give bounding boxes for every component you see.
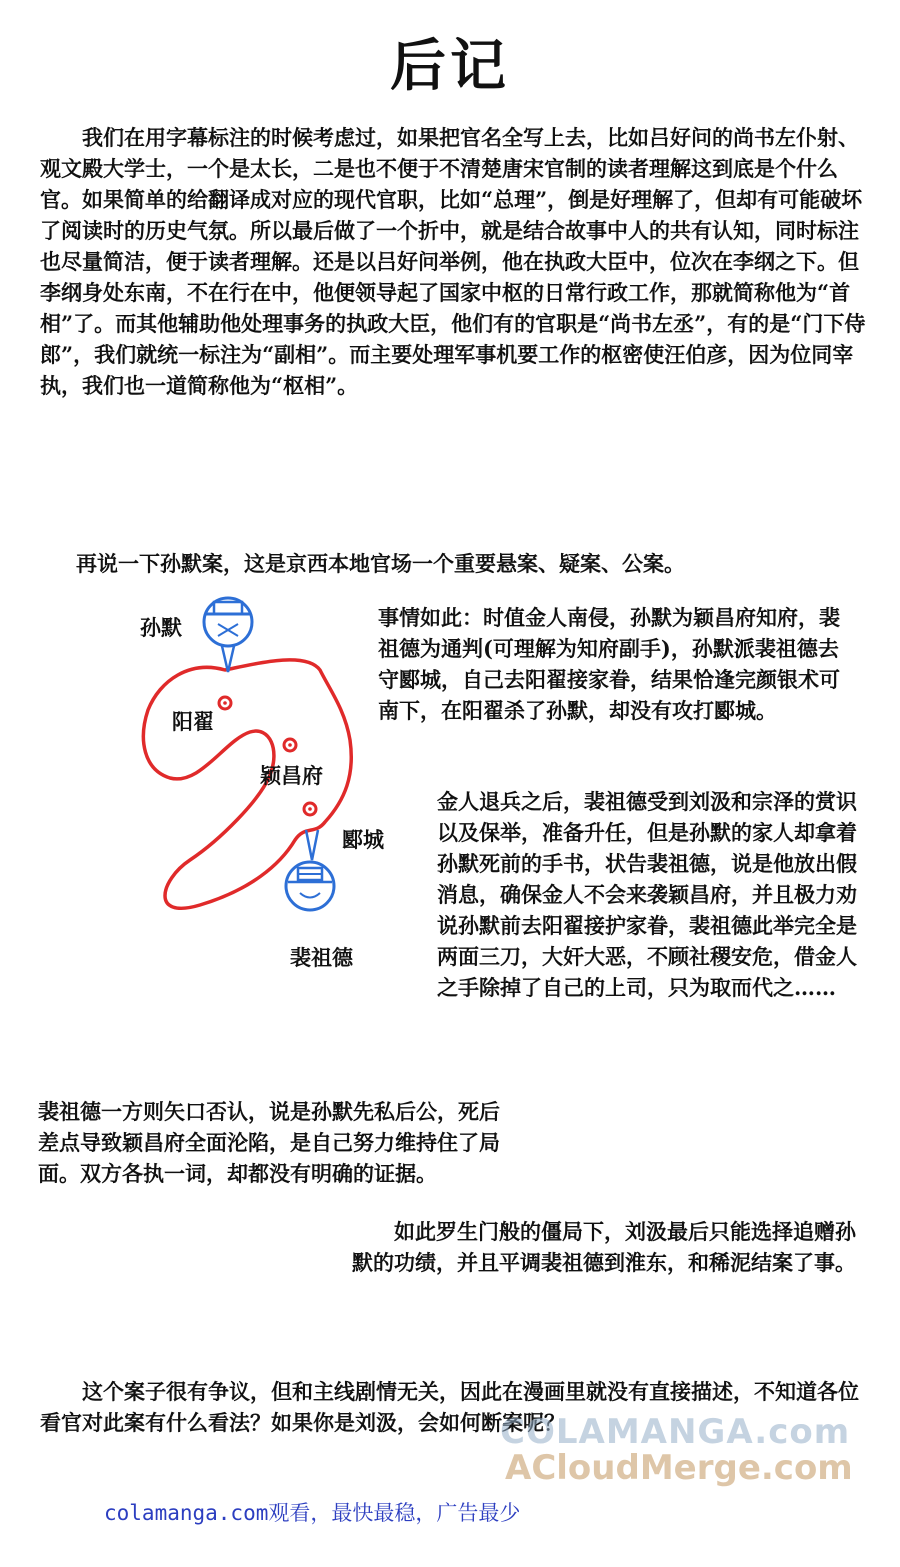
map-label-sun-mo: 孙默 — [140, 615, 182, 640]
map-label-yancheng: 郾城 — [342, 827, 384, 852]
case-facts-paragraph: 事情如此：时值金人南侵，孙默为颖昌府知府，裴祖德为通判(可理解为知府副手)，孙默派裴祖德去守郾城，自己去阳翟接家眷，结果恰逢完颜银术可南下，在阳翟杀了孙默，却没有攻打郾城。 — [378, 605, 840, 723]
closing-paragraph: 这个案子很有争议，但和主线剧情无关，因此在漫画里就没有直接描述，不知道各位看官对此案有什么看法？如果你是刘汲，会如何断案呢？ — [40, 1379, 859, 1435]
map-label-yingchang: 颖昌府 — [260, 763, 323, 788]
map-route-drawing — [130, 590, 400, 990]
map-label-yangzhai: 阳翟 — [172, 709, 214, 734]
intro-paragraph: 我们在用字幕标注的时候考虑过，如果把官名全写上去，比如吕好问的尚书左仆射、观文殿大学士，一个是太长，二是也不便于不清楚唐宋官制的读者理解这到底是个什么官。如果简单的给翻译成对应的现代官职，比如“总理”，倒是好理解了，但却有可能破坏了阅读时的历史气氛。所以最后做了一个折中，就是结合故事中人的共有认知，同时标注也尽量简洁，便于读者理解。还是以吕好问举例，他在执政大臣中，位次在李纲之下。但李纲身处东南，不在行在中，他便领导起了国家中枢的日常行政工作，那就简称他为“首相”了。而其他辅助他处理事务的执政大臣，他们有的官职是“尚书左丞”，有的是“门下侍郎”，我们就统一标注为“副相”。而主要处理军事机要工作的枢密使汪伯彦，因为位同宰执，我们也一道简称他为“枢相”。 — [40, 125, 866, 398]
case-intro-paragraph: 再说一下孙默案，这是京西本地官场一个重要悬案、疑案、公案。 — [76, 551, 685, 576]
case-map — [130, 590, 400, 990]
city-marker-icon — [284, 739, 296, 751]
watermark-colamanga: COLAMANGA.com — [500, 1412, 851, 1452]
city-marker-icon — [304, 803, 316, 815]
avatar-sun-mo-icon — [204, 598, 252, 672]
city-marker-icon — [219, 697, 231, 709]
denial-paragraph: 裴祖德一方则矢口否认，说是孙默先私后公，死后差点导致颖昌府全面沦陷，是自己努力维持住了局面。双方各执一词，却都没有明确的证据。 — [38, 1099, 500, 1186]
page-title: 后记 — [390, 34, 510, 99]
footer-link[interactable]: colamanga.com观看，最快最稳，广告最少 — [104, 1501, 521, 1525]
map-label-pei-zude: 裴祖德 — [290, 945, 353, 970]
accusation-paragraph: 金人退兵之后，裴祖德受到刘汲和宗泽的赏识以及保举，准备升任，但是孙默的家人却拿着孙默死前的手书，状告裴祖德，说是他放出假消息，确保金人不会来袭颖昌府，并且极力劝说孙默前去阳翟接护家眷，裴祖德此举完全是两面三刀，大奸大恶，不顾社稷安危，借金人之手除掉了自己的上司，只为取而代之…… — [437, 789, 857, 1000]
watermark-acloudmerge: ACloudMerge.com — [505, 1448, 853, 1488]
resolution-paragraph: 如此罗生门般的僵局下，刘汲最后只能选择追赠孙默的功绩，并且平调裴祖德到淮东，和稀泥结案了事。 — [352, 1219, 856, 1275]
